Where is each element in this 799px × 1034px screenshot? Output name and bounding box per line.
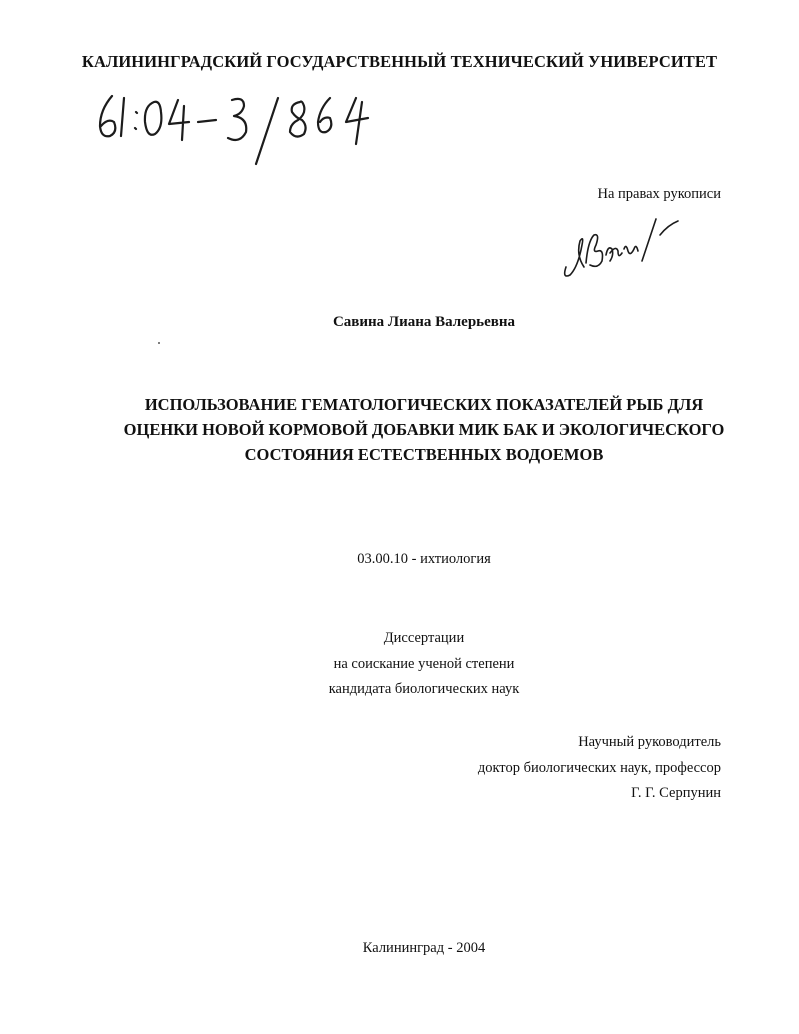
handwritten-archive-number	[94, 88, 404, 168]
dissertation-title	[80, 392, 768, 467]
title-line: ОЦЕНКИ НОВОЙ КОРМОВОЙ ДОБАВКИ МИК БАК И ЭКОЛОГИЧЕСКОГО	[123, 420, 725, 439]
supervisor-role: Научный руководитель	[578, 734, 721, 750]
signature	[560, 205, 690, 285]
degree-line: Диссертации	[383, 630, 465, 646]
supervisor-credentials: доктор биологических наук, профессор	[477, 759, 721, 776]
city-year: Калининград - 2004	[362, 940, 486, 956]
title-line: ИСПОЛЬЗОВАНИЕ ГЕМАТОЛОГИЧЕСКИХ ПОКАЗАТЕЛЕЙ РЫБ ДЛЯ	[144, 395, 704, 414]
supervisor-name: Г. Г. Серпунин	[631, 785, 721, 801]
university-name: КАЛИНИНГРАДСКИЙ ГОСУДАРСТВЕННЫЙ ТЕХНИЧЕСКИЙ УНИВЕРСИТЕТ	[81, 52, 718, 71]
degree-line: кандидата биологических наук	[328, 681, 520, 697]
author-name: Савина Лиана Валерьевна	[332, 314, 516, 330]
manuscript-rights-note: На правах рукописи	[597, 186, 721, 202]
title-line: СОСТОЯНИЯ ЕСТЕСТВЕННЫХ ВОДОЕМОВ	[244, 445, 604, 464]
specialty-code: 03.00.10 - ихтиология	[357, 551, 491, 567]
supervisor-block	[478, 730, 721, 807]
scan-speck	[158, 342, 160, 344]
degree-statement	[0, 626, 799, 703]
degree-line: на соискание ученой степени	[333, 655, 515, 672]
